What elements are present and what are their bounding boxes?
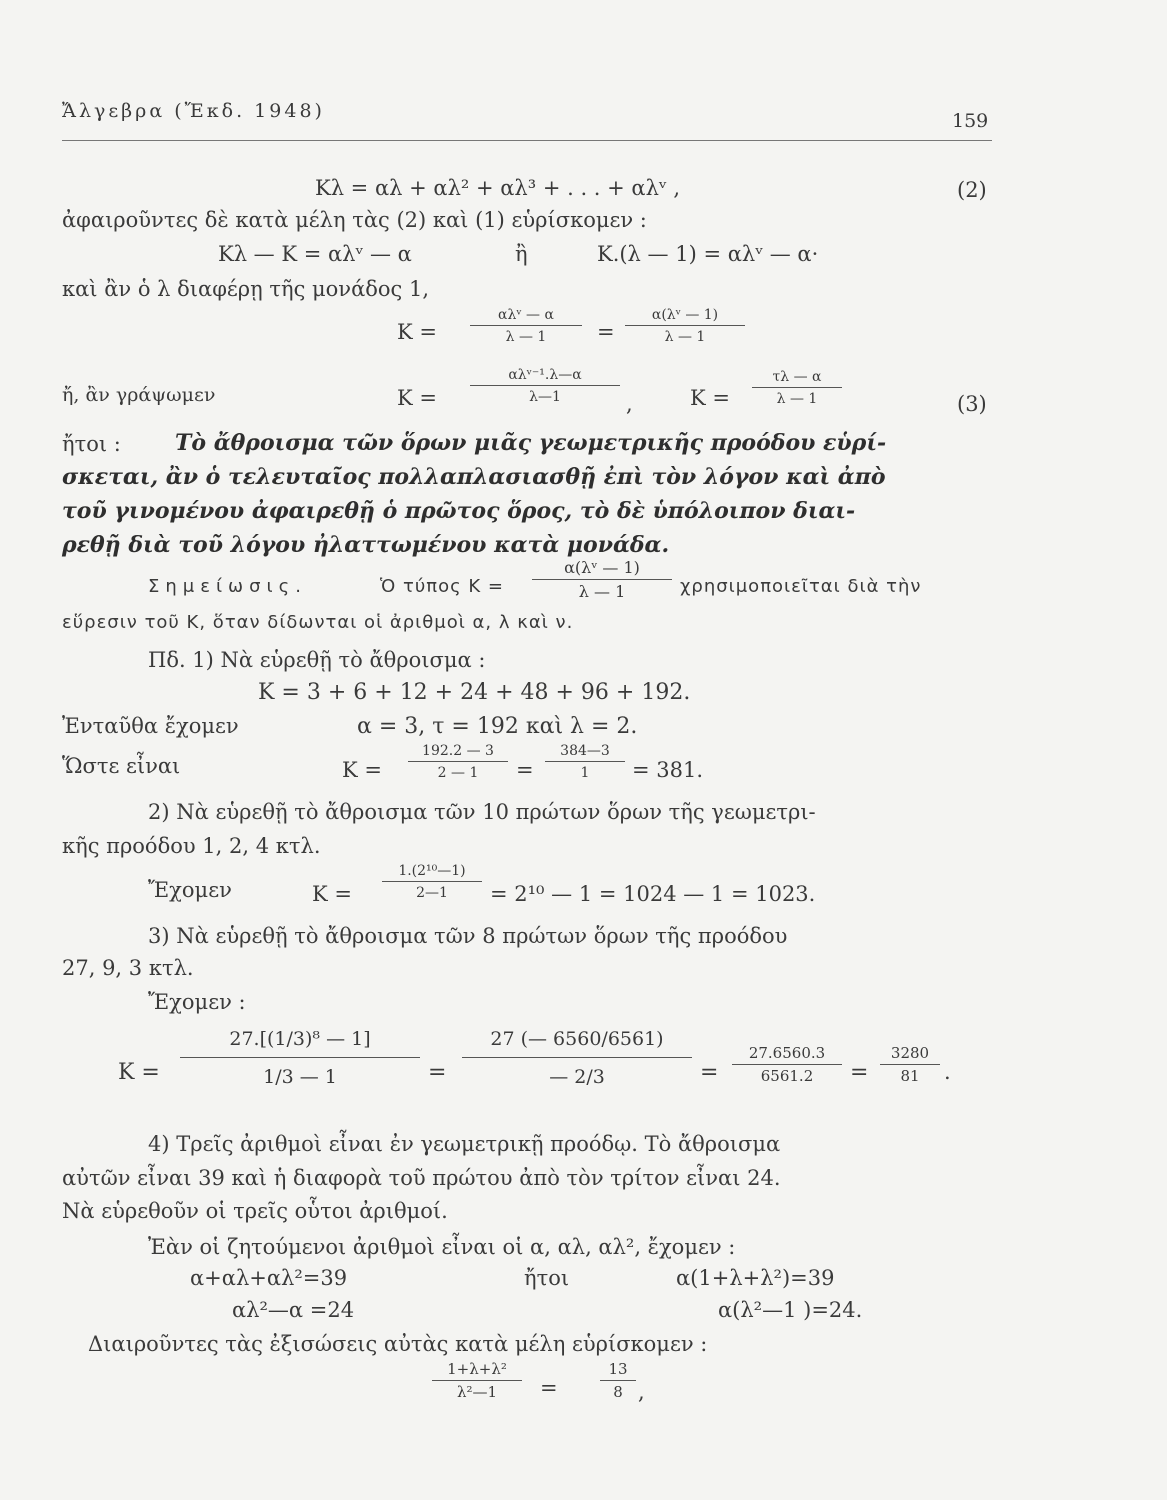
fraction-numerator: 384—3 [545,744,625,762]
rule-text: Τὸ ἄθροισμα τῶν ὅρων μιᾶς γεωμετρικῆς προόδου εὑρί- [175,430,887,456]
period: . [944,1060,951,1084]
fraction-denominator: 2—1 [416,885,448,901]
k-equals: Κ = [690,386,730,410]
note-text: χρησιμοποιεῖται διὰ τὴν [680,576,922,597]
page-number: 159 [952,110,989,132]
fraction [470,368,620,404]
fraction-denominator: λ—1 [529,389,561,405]
rule-text: σκεται, ἂν ὁ τελευταῖος πολλαπλασιασθῇ ἐπὶ τὸν λόγον καὶ ἀπὸ [62,464,886,490]
fraction-numerator: 27.[(1/3)⁸ — 1] [180,1030,420,1058]
fraction-denominator: λ — 1 [776,391,818,407]
fraction-denominator: λ²—1 [456,1383,498,1401]
fraction-denominator: 8 [613,1383,623,1401]
fraction [732,1046,842,1084]
text-line: Ἐνταῦθα ἔχομεν [62,714,239,738]
equals-sign: = [516,758,534,782]
text-line: Ἔχομεν [148,878,232,902]
fraction-numerator: α(λᵛ — 1) [532,560,672,580]
fraction-numerator: τλ — α [752,370,842,388]
example-2: 2) Νὰ εὑρεθῇ τὸ ἄθροισμα τῶν 10 πρώτων ὅρων τῆς γεωμετρι- [148,800,816,824]
fraction [462,1030,692,1087]
equals-sign: = [540,1376,558,1400]
sum-expression: Κ = 3 + 6 + 12 + 24 + 48 + 96 + 192. [258,680,691,705]
text-line: Ὥστε εἶναι [62,754,181,778]
system-equation: α(λ²—1 )=24. [718,1298,863,1322]
fraction-denominator: 6561.2 [760,1067,814,1085]
comma: , [626,392,633,416]
text-line: κῆς προόδου 1, 2, 4 κτλ. [62,834,321,858]
example-4: 4) Τρεῖς ἀριθμοὶ εἶναι ἐν γεωμετρικῇ προόδῳ. Τὸ ἄθροισμα [148,1132,781,1156]
fraction-numerator: 13 [600,1362,636,1381]
note-text: Ὁ τύπος Κ = [380,576,504,597]
equals-sign: = [700,1060,719,1085]
k-equals: Κ = [397,386,437,410]
text-or: ἢ [515,242,528,266]
fraction [625,308,745,344]
given-values: α = 3, τ = 192 καὶ λ = 2. [357,714,638,739]
fraction-numerator: αλᵛ⁻¹.λ—α [470,368,620,386]
fraction [880,1046,940,1084]
text-line: ἤ, ἂν γράψωμεν [62,384,216,406]
rule-text: τοῦ γινομένου ἀφαιρεθῇ ὁ πρῶτος ὅρος, τὸ δὲ ὑπόλοιπον διαι- [62,498,856,524]
fraction-numerator: 27.6560.3 [732,1046,842,1065]
fraction-numerator: 27 (— 6560/6561) [462,1030,692,1058]
fraction [382,864,482,900]
fraction-denominator: — 2/3 [549,1066,605,1088]
fraction-numerator: αλᵛ — α [470,308,582,326]
running-header-title: Ἄλγεβρα (Ἔκδ. 1948) [62,100,325,122]
fraction-denominator: 1/3 — 1 [263,1066,337,1088]
equation-difference: Κλ — Κ = αλᵛ — α [218,242,412,266]
fraction-denominator: 81 [900,1067,920,1085]
equals-sign: = [597,320,615,344]
k-equals: Κ = [342,758,382,782]
fraction-numerator: 192.2 — 3 [408,744,508,762]
fraction-denominator: 2 — 1 [437,765,479,781]
equals-sign: = [850,1060,869,1085]
text-line: Ἐὰν οἱ ζητούμενοι ἀριθμοὶ εἶναι οἱ α, αλ, αλ², ἔχομεν : [148,1235,736,1259]
k-equals: Κ = [312,882,352,906]
fraction [532,560,672,600]
fraction [752,370,842,406]
fraction-denominator: λ — 1 [578,582,626,601]
system-equation: αλ²—α =24 [232,1298,355,1322]
text-line: καὶ ἂν ὁ λ διαφέρῃ τῆς μονάδος 1, [62,277,430,301]
fraction [180,1030,420,1087]
equation-number-2: (2) [957,178,987,202]
fraction-numerator: 3280 [880,1046,940,1065]
k-equals: Κ = [118,1060,160,1085]
header-rule [62,140,992,141]
equation-2: Κλ = αλ + αλ² + αλ³ + . . . + αλᵛ , [315,176,681,200]
text-line: αὐτῶν εἶναι 39 καὶ ἡ διαφορὰ τοῦ πρώτου ἀπὸ τὸν τρίτον εἶναι 24. [62,1166,781,1190]
fraction [408,744,508,780]
fraction-denominator: 1 [580,765,590,781]
text-hence: ἤτοι [524,1266,570,1290]
note-label: Σημείωσις. [148,576,307,597]
text-hence: ἤτοι : [62,432,121,456]
fraction [545,744,625,780]
equals-sign: = [428,1060,447,1085]
result: = 2¹⁰ — 1 = 1024 — 1 = 1023. [490,882,816,906]
fraction-denominator: λ — 1 [664,329,706,345]
fraction-numerator: α(λᵛ — 1) [625,308,745,326]
text-line: 27, 9, 3 κτλ. [62,956,194,980]
equation-factored: Κ.(λ — 1) = αλᵛ — α· [597,242,819,266]
system-equation: α+αλ+αλ²=39 [190,1266,348,1290]
rule-text: ρεθῇ διὰ τοῦ λόγου ἠλαττωμένου κατὰ μονάδα. [62,532,670,558]
fraction [470,308,582,344]
text-line: ἀφαιροῦντες δὲ κατὰ μέλη τὰς (2) καὶ (1) εὑρίσκομεν : [62,208,647,232]
fraction [600,1362,636,1400]
fraction-numerator: 1.(2¹⁰—1) [382,864,482,882]
comma: , [638,1380,645,1404]
k-equals: Κ = [397,320,437,344]
text-line: Ἔχομεν : [148,990,246,1014]
note-text: εὕρεσιν τοῦ Κ, ὅταν δίδωνται οἱ ἀριθμοὶ α, λ καὶ ν. [62,612,574,633]
example-3: 3) Νὰ εὑρεθῇ τὸ ἄθροισμα τῶν 8 πρώτων ὅρων τῆς προόδου [148,924,788,948]
example-1: Πδ. 1) Νὰ εὑρεθῇ τὸ ἄθροισμα : [148,648,486,672]
equation-number-3: (3) [957,392,987,416]
system-equation: α(1+λ+λ²)=39 [676,1266,835,1290]
text-line: Νὰ εὑρεθοῦν οἱ τρεῖς οὗτοι ἀριθμοί. [62,1199,448,1223]
fraction [432,1362,522,1400]
text-line: Διαιροῦντες τὰς ἐξισώσεις αὐτὰς κατὰ μέλη εὑρίσκομεν : [88,1332,708,1356]
fraction-numerator: 1+λ+λ² [432,1362,522,1381]
fraction-denominator: λ — 1 [505,329,547,345]
result: = 381. [632,758,704,782]
